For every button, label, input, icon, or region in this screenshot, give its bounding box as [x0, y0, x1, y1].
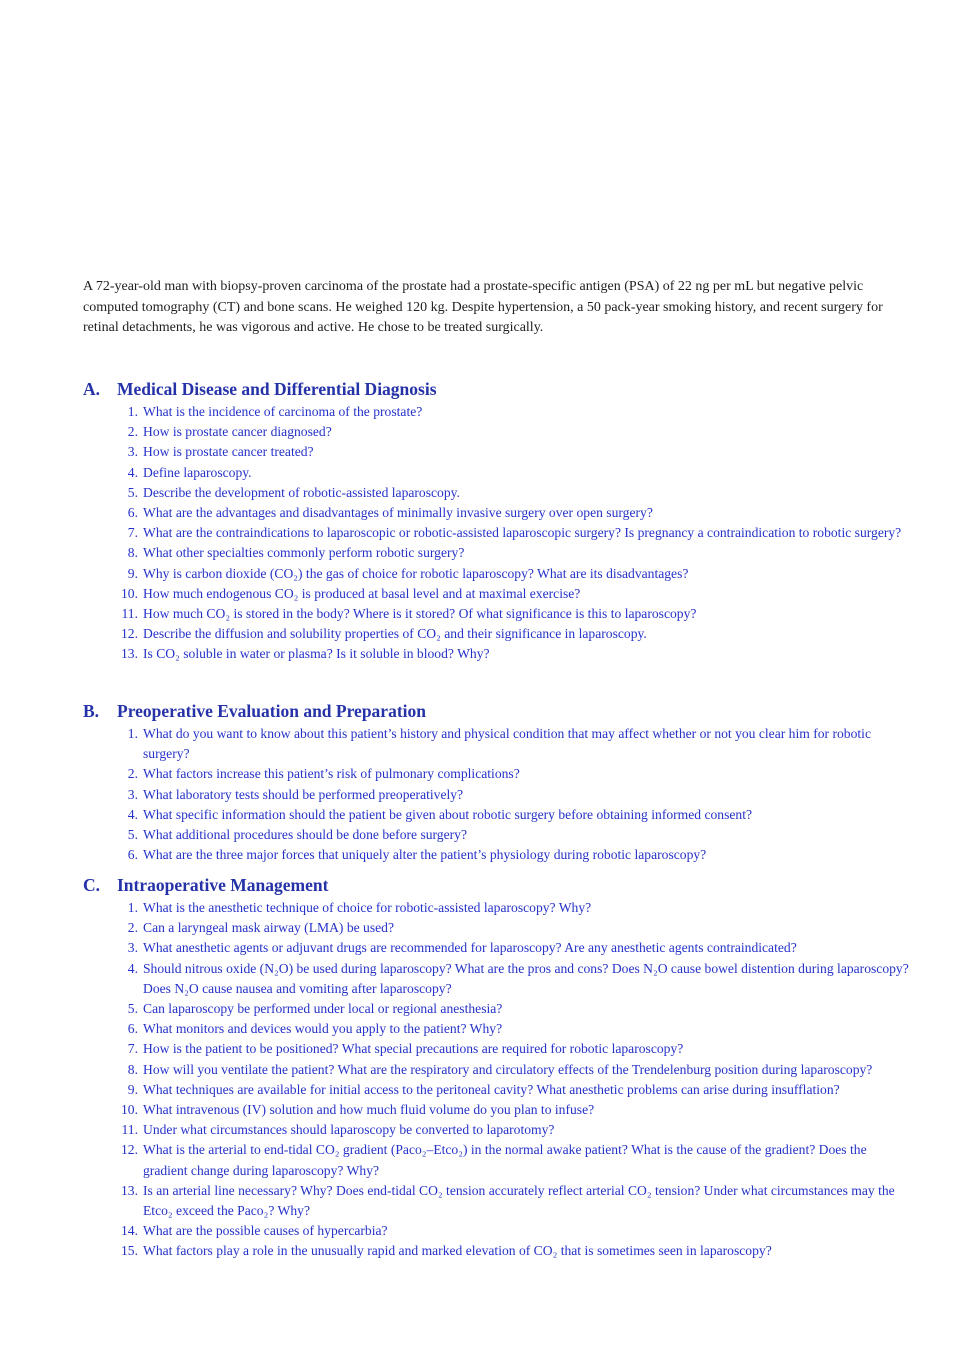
question-item	[83, 483, 913, 503]
question-item	[83, 1019, 913, 1039]
question-item	[83, 564, 913, 584]
question-text: What laboratory tests should be performed preoperatively?	[143, 786, 464, 802]
question-number: 5.	[127, 827, 138, 843]
question-text: How will you ventilate the patient? What are the respiratory and circulatory effects of the Trendelenburg position during laparoscopy?	[143, 1061, 873, 1077]
question-item	[83, 1100, 913, 1120]
section-medical-disease	[83, 378, 913, 665]
question-number: 3.	[127, 444, 138, 460]
question-number: 3.	[127, 786, 138, 802]
question-item	[83, 442, 913, 462]
question-item	[83, 604, 913, 624]
question-item	[83, 1241, 913, 1261]
question-text: What is the incidence of carcinoma of the prostate?	[143, 404, 423, 419]
question-text: Describe the diffusion and solubility properties of CO₂ and their significance in laparoscopy.	[143, 626, 647, 642]
question-item	[83, 463, 913, 483]
question-item	[83, 543, 913, 563]
question-number: 4.	[127, 960, 138, 976]
question-number: 1.	[127, 726, 138, 741]
question-item	[83, 584, 913, 604]
question-text: How is prostate cancer diagnosed?	[143, 424, 332, 440]
question-text: Describe the development of robotic-assisted laparoscopy.	[143, 484, 460, 500]
question-text: What additional procedures should be done before surgery?	[143, 827, 467, 843]
question-number: 7.	[127, 1041, 138, 1057]
question-item	[83, 503, 913, 523]
question-text: What specific information should the patient be given about robotic surgery before obtaining informed consent?	[143, 806, 753, 822]
question-number: 12.	[121, 626, 138, 642]
section-intraoperative	[83, 874, 913, 1262]
question-number: 15.	[121, 1243, 138, 1259]
question-text: Is CO₂ soluble in water or plasma? Is it soluble in blood? Why?	[143, 646, 490, 662]
question-number: 3.	[127, 940, 138, 956]
question-text: Why is carbon dioxide (CO₂) the gas of choice for robotic laparoscopy? What are its disadvantages?	[143, 565, 689, 581]
question-text: What is the anesthetic technique of choice for robotic-assisted laparoscopy? Why?	[143, 900, 592, 915]
question-item	[83, 1060, 913, 1080]
question-number: 5.	[127, 484, 138, 500]
question-text: What factors increase this patient’s risk of pulmonary complications?	[143, 766, 520, 782]
question-item	[83, 825, 913, 845]
question-item	[83, 938, 913, 958]
question-text: Can laparoscopy be performed under local or regional anesthesia?	[143, 1001, 503, 1017]
question-list	[83, 898, 913, 1262]
case-intro: A 72-year-old man with biopsy-proven carcinoma of the prostate had a prostate-specific antigen (PSA) of 22 ng per mL but negative pelvic computed tomography (CT) and bone scans. He weighed 120 kg. Despite hypertension, a 50 pack-year smoking history, and recent surgery for retinal detachments, he was vigorous and active. He chose to be treated surgically.	[83, 279, 883, 335]
question-number: 11.	[121, 1122, 138, 1138]
question-number: 4.	[127, 806, 138, 822]
question-text: What intravenous (IV) solution and how much fluid volume do you plan to infuse?	[143, 1102, 595, 1118]
question-item	[83, 898, 913, 918]
question-text: What factors play a role in the unusually rapid and marked elevation of CO₂ that is sometimes seen in laparoscopy?	[143, 1243, 772, 1259]
question-item	[83, 918, 913, 938]
section-title: Intraoperative Management	[117, 875, 329, 895]
question-number: 14.	[121, 1223, 138, 1239]
question-item	[83, 805, 913, 825]
question-number: 5.	[127, 1001, 138, 1017]
question-text: What is the arterial to end-tidal CO₂ gradient (Paco₂–Etco₂) in the normal awake patient? What is the cause of the gradient? Does the gradient change during laparoscopy? Why?	[143, 1142, 867, 1178]
question-number: 6.	[127, 847, 138, 863]
question-text: Define laparoscopy.	[143, 464, 252, 480]
question-number: 8.	[127, 545, 138, 561]
question-item	[83, 724, 913, 764]
question-text: Under what circumstances should laparoscopy be converted to laparotomy?	[143, 1122, 555, 1138]
question-item	[83, 999, 913, 1019]
question-list	[83, 724, 913, 865]
question-text: Can a laryngeal mask airway (LMA) be used?	[143, 920, 395, 936]
question-item	[83, 785, 913, 805]
question-item	[83, 402, 913, 422]
question-text: What do you want to know about this patient’s history and physical condition that may affect whether or not you clear him for robotic surgery?	[143, 726, 871, 762]
question-text: Is an arterial line necessary? Why? Does end-tidal CO₂ tension accurately reflect arterial CO₂ tension? Under what circumstances may the Etco₂ exceed the Paco₂? Why?	[143, 1182, 895, 1219]
section-heading	[83, 700, 913, 722]
question-text: What other specialties commonly perform robotic surgery?	[143, 545, 465, 561]
section-letter: C.	[83, 875, 101, 895]
question-text: What are the three major forces that uniquely alter the patient’s physiology during robotic laparoscopy?	[143, 847, 707, 863]
section-letter: A.	[83, 379, 101, 399]
question-number: 2.	[127, 766, 138, 782]
question-text: Should nitrous oxide (N₂O) be used during laparoscopy? What are the pros and cons? Does N₂O cause bowel distention during laparoscopy? Does N₂O cause nausea and vomiting after laparoscopy?	[143, 960, 909, 996]
question-number: 6.	[127, 1021, 138, 1037]
question-number: 1.	[127, 900, 138, 915]
section-preoperative	[83, 700, 913, 865]
question-text: How much endogenous CO₂ is produced at basal level and at maximal exercise?	[143, 585, 581, 601]
question-item	[83, 1120, 913, 1140]
question-text: What anesthetic agents or adjuvant drugs are recommended for laparoscopy? Are any anesthetic agents contraindicated?	[143, 940, 797, 956]
question-item	[83, 1181, 913, 1221]
section-letter: B.	[83, 701, 100, 721]
question-item	[83, 644, 913, 664]
question-number: 2.	[127, 920, 138, 936]
question-list	[83, 402, 913, 665]
question-item	[83, 1039, 913, 1059]
question-item	[83, 959, 913, 999]
question-text: How is the patient to be positioned? What special precautions are required for robotic laparoscopy?	[143, 1041, 684, 1057]
question-text: How is prostate cancer treated?	[143, 444, 314, 460]
section-heading	[83, 378, 913, 400]
question-text: What are the contraindications to laparoscopic or robotic-assisted laparoscopic surgery? Is pregnancy a contraindication to robotic surgery?	[143, 525, 902, 541]
section-heading	[83, 874, 913, 896]
question-number: 12.	[121, 1142, 138, 1158]
question-number: 7.	[127, 525, 138, 541]
question-number: 1.	[127, 404, 138, 419]
question-number: 9.	[127, 1081, 138, 1097]
question-number: 9.	[127, 565, 138, 581]
question-text: What are the possible causes of hypercarbia?	[143, 1223, 388, 1239]
question-text: What are the advantages and disadvantages of minimally invasive surgery over open surgery?	[143, 505, 653, 521]
question-number: 13.	[121, 646, 138, 662]
question-item	[83, 845, 913, 865]
question-number: 2.	[127, 424, 138, 440]
section-title: Preoperative Evaluation and Preparation	[117, 701, 426, 721]
question-number: 4.	[127, 464, 138, 480]
section-title: Medical Disease and Differential Diagnosis	[117, 379, 437, 399]
question-number: 6.	[127, 505, 138, 521]
question-text: How much CO₂ is stored in the body? Where is it stored? Of what significance is this to laparoscopy?	[143, 606, 697, 622]
question-text: What monitors and devices would you apply to the patient? Why?	[143, 1021, 503, 1037]
question-item	[83, 523, 913, 543]
question-item	[83, 764, 913, 784]
question-item	[83, 1140, 913, 1180]
question-number: 13.	[121, 1182, 138, 1198]
question-item	[83, 1221, 913, 1241]
question-item	[83, 422, 913, 442]
question-number: 10.	[121, 585, 138, 601]
question-item	[83, 1080, 913, 1100]
question-number: 10.	[121, 1102, 138, 1118]
question-number: 11.	[121, 606, 138, 622]
question-item	[83, 624, 913, 644]
question-text: What techniques are available for initial access to the peritoneal cavity? What anesthetic problems can arise during insufflation?	[143, 1081, 840, 1097]
question-number: 8.	[127, 1061, 138, 1077]
